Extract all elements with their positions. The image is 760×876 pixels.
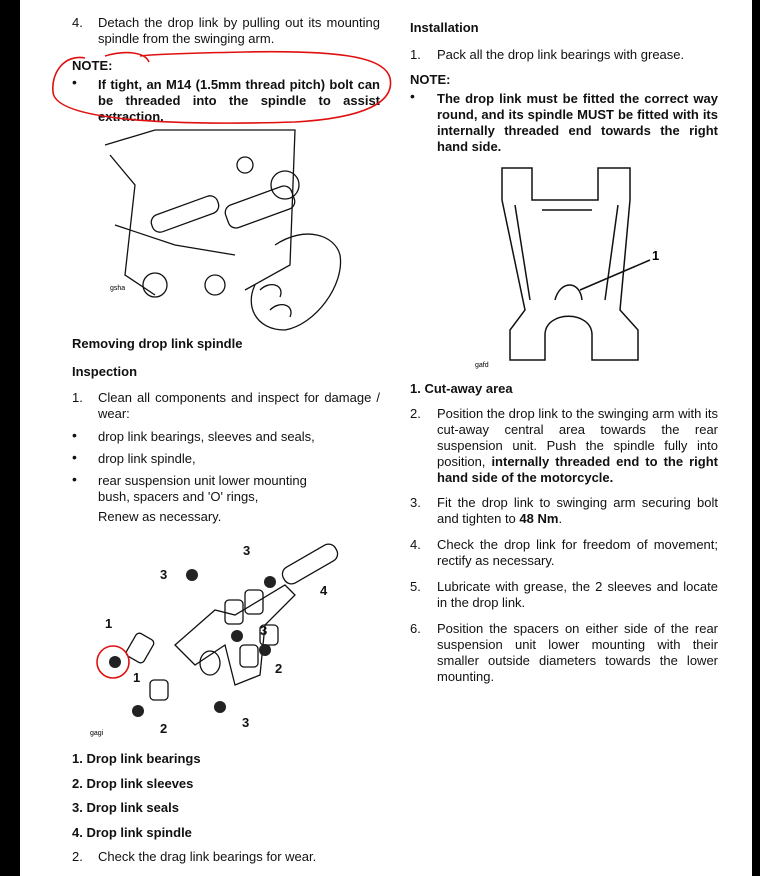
step-number: 1. (72, 390, 83, 405)
bullet: • (72, 449, 77, 465)
scan-edge-right (752, 0, 760, 876)
callout: 4 (320, 583, 328, 598)
bullet-text: drop link bearings, sleeves and seals, (98, 429, 315, 444)
step-number: 6. (410, 621, 421, 636)
step-text (437, 495, 718, 527)
figure-code: gsha (110, 285, 126, 292)
step-text-regular: Fit the drop link to swinging arm securing bolt and tighten to (437, 495, 718, 526)
step-text (437, 406, 718, 486)
legend-item: 1. Drop link bearings (72, 751, 201, 766)
legend-item: 4. Drop link spindle (72, 825, 192, 840)
step-number: 2. (410, 406, 421, 421)
bullet: • (410, 88, 415, 104)
bullet-text: drop link spindle, (98, 451, 196, 466)
step-text: Lubricate with grease, the 2 sleeves and locate in the drop link. (437, 579, 718, 610)
callout: 3 (242, 715, 250, 730)
figure-caption: Removing drop link spindle (72, 336, 243, 351)
legend-item: 2. Drop link sleeves (72, 776, 194, 791)
torque-value: 48 Nm (519, 511, 559, 526)
section-heading-installation: Installation (410, 20, 479, 35)
bullet: • (72, 427, 77, 443)
renew-text: Renew as necessary. (98, 509, 222, 524)
drop-link-exploded-illustration (85, 535, 365, 745)
step-text: Check the drop link for freedom of movement; rectify as necessary. (437, 537, 718, 568)
callout: 2 (275, 661, 283, 676)
step-number: 2. (72, 849, 83, 864)
note-text: If tight, an M14 (1.5mm thread pitch) bolt can be threaded into the spindle to assist extraction. (98, 77, 380, 124)
figure-code: gafd (475, 362, 489, 369)
red-annotation-ellipse (45, 42, 405, 134)
legend-item: 3. Drop link seals (72, 800, 179, 815)
note-label: NOTE: (410, 72, 451, 87)
note-text: The drop link must be fitted the correct way round, and its spindle MUST be fitted with its internally threaded end towards the right hand side. (437, 91, 718, 154)
section-heading-inspection: Inspection (72, 364, 138, 379)
figure-code: gagi (90, 730, 104, 737)
callout: 3 (160, 567, 168, 582)
spindle-removal-illustration (95, 125, 345, 335)
step-text-regular: Position the drop link to the swinging arm with its cut-away central area towards the rear suspension unit. Push the spindle fully into position, (437, 406, 718, 469)
legend-item: 1. Cut-away area (410, 381, 513, 396)
step-number: 1. (410, 47, 421, 62)
bullet: • (72, 74, 77, 90)
step-number: 4. (410, 537, 421, 552)
step-text: Check the drag link bearings for wear. (98, 849, 317, 864)
step-number: 4. (72, 15, 83, 30)
step-text-bold: internally threaded end to the right hand side of the motorcycle. (437, 454, 718, 485)
bullet-text: rear suspension unit lower mounting bush, spacers and 'O' rings, (98, 473, 307, 504)
callout: 3 (243, 543, 251, 558)
callout: 1 (133, 670, 141, 685)
step-text: Clean all components and inspect for damage / wear: (98, 390, 380, 421)
bullet: • (72, 471, 77, 487)
callout: 1 (105, 616, 113, 631)
drop-link-illustration (470, 160, 670, 370)
step-text-end: . (558, 511, 563, 526)
step-text: Detach the drop link by pulling out its mounting spindle from the swinging arm. (98, 15, 380, 46)
step-number: 5. (410, 579, 421, 594)
scan-edge-left (0, 0, 20, 876)
callout: 1 (652, 248, 660, 263)
step-text: Pack all the drop link bearings with grease. (437, 47, 685, 62)
step-text: Position the spacers on either side of the rear suspension unit lower mounting with their smaller outside diameters towards the lower mounting. (437, 621, 718, 684)
callout: 2 (160, 721, 168, 736)
note-label: NOTE: (72, 58, 113, 73)
step-number: 3. (410, 495, 421, 510)
callout: 3 (260, 623, 268, 638)
